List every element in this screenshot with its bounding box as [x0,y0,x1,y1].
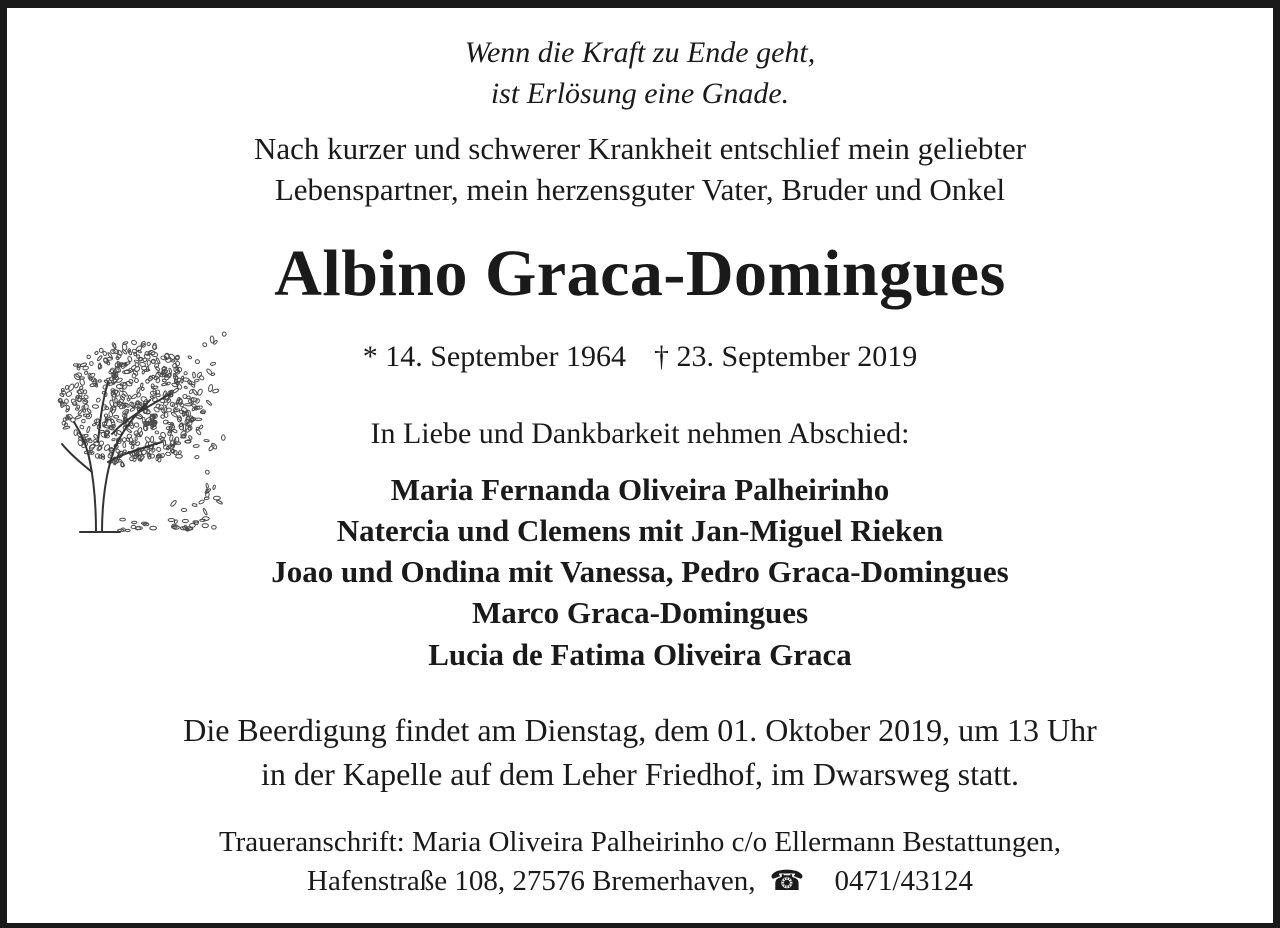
intro-line-1: Nach kurzer und schwerer Krankheit entschlief mein geliebter [253,131,1027,166]
mourner-2: Natercia und Clemens mit Jan-Miguel Rieken [336,513,944,548]
mourner-5: Lucia de Fatima Oliveira Graca [428,637,852,672]
phone-number: 0471/43124 [834,865,973,897]
motto-line-2: ist Erlösung eine Gnade. [490,77,790,110]
telephone-icon: ☎ [769,866,805,897]
farewell-line: In Liebe und Dankbarkeit nehmen Abschied: [370,417,910,450]
birth-date: * 14. September 1964 [362,340,626,373]
funeral-line-2: in der Kapelle auf dem Leher Friedhof, im Dwarsweg statt. [261,756,1019,792]
address-line-1: Traueranschrift: Maria Oliveira Palheirinho c/o Ellermann Bestattungen, [218,826,1062,858]
death-date: † 23. September 2019 [654,340,918,373]
tree-icon [50,322,230,537]
mourner-1: Maria Fernanda Oliveira Palheirinho [390,472,890,507]
address-line-2 [0,864,1280,898]
motto-line-1: Wenn die Kraft zu Ende geht, [464,36,816,69]
deceased-name: Albino Graca-Domingues [274,237,1006,310]
mourner-4: Marco Graca-Domingues [471,595,809,630]
funeral-line-1: Die Beerdigung findet am Dienstag, dem 01. Oktober 2019, um 13 Uhr [183,712,1097,748]
mourner-3: Joao und Ondina mit Vanessa, Pedro Graca-Domingues [271,554,1009,589]
intro-line-2: Lebenspartner, mein herzensguter Vater, Bruder und Onkel [274,172,1006,207]
address-street: Hafenstraße 108, 27576 Bremerhaven, [307,865,756,897]
